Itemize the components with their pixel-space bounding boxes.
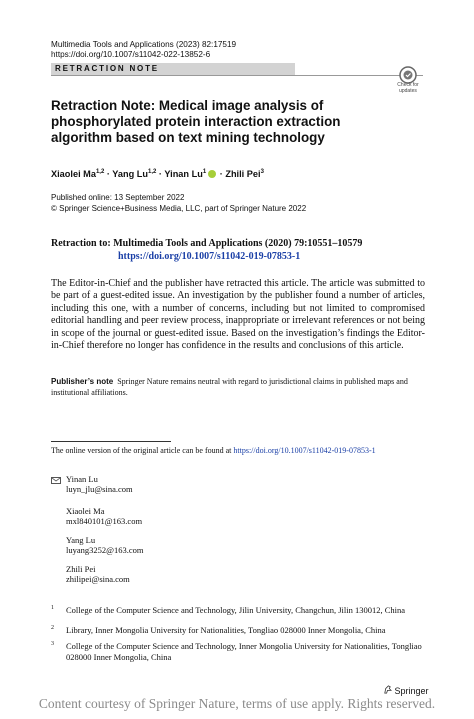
publisher-note-label: Publisher’s note: [51, 377, 114, 386]
author-separator: ·: [104, 169, 113, 180]
affiliation-text: College of the Computer Science and Technology, Jilin University, Changchun, Jilin 130012, China: [66, 605, 406, 615]
author-name: Yinan Lu: [164, 169, 203, 180]
springer-horse-icon: [383, 685, 392, 694]
affiliation-text: Library, Inner Mongolia University for Nationalities, Tongliao 028000 Inner Mongolia, China: [66, 625, 386, 635]
footnote-rule: [51, 441, 171, 442]
author-affiliation-marker: 1,2: [148, 169, 157, 175]
retraction-target: Retraction to: Multimedia Tools and Applications (2020) 79:10551–10579: [51, 238, 363, 249]
contact-name: Yang Lu: [66, 535, 96, 545]
author-affiliation-marker: 1,2: [95, 169, 105, 175]
author-name: Zhili Pei: [225, 169, 261, 180]
contact-name: Zhili Pei: [66, 564, 96, 574]
online-version-link[interactable]: https://doi.org/10.1007/s11042-019-07853-1: [233, 446, 376, 455]
author-list: [51, 166, 264, 180]
publisher-note: [51, 377, 425, 398]
affiliation-number: 3: [51, 641, 54, 647]
affiliation-number: 1: [51, 605, 54, 611]
contact-email[interactable]: luyang3252@163.com: [66, 545, 144, 555]
envelope-icon: [51, 477, 61, 484]
article-doi[interactable]: https://doi.org/10.1007/s11042-022-13852-6: [51, 50, 211, 59]
online-version-text: The online version of the original article can be found at: [51, 446, 234, 455]
courtesy-watermark: Content courtesy of Springer Nature, terms of use apply. Rights reserved.: [38, 696, 436, 711]
springer-logo: [383, 685, 429, 696]
copyright-line: © Springer Science+Business Media, LLC, part of Springer Nature 2022: [51, 204, 307, 213]
author-name: Yang Lu: [112, 169, 149, 180]
published-date: Published online: 13 September 2022: [51, 193, 185, 202]
contact-email[interactable]: luyn_jlu@sina.com: [66, 484, 133, 494]
retraction-target-doi-link[interactable]: https://doi.org/10.1007/s11042-019-07853-1: [118, 251, 301, 262]
author-name: Xiaolei Ma: [51, 169, 96, 180]
contact-name: Xiaolei Ma: [66, 506, 105, 516]
contact-name: Yinan Lu: [66, 474, 98, 484]
springer-wordmark: Springer: [394, 686, 429, 696]
contact-email[interactable]: mxl840101@163.com: [66, 516, 143, 526]
contact-email[interactable]: zhilipei@sina.com: [66, 574, 130, 584]
affiliation-text: College of the Computer Science and Technology, Inner Mongolia University for Nationalities, Tongliao 028000 Inner Mongolia, China: [66, 641, 422, 662]
article-title: Retraction Note: Medical image analysis of phosphorylated protein interaction extraction algorithm based on text mining technology: [51, 98, 341, 145]
retraction-body: The Editor-in-Chief and the publisher have retracted this article. The article was submitted to be part of a guest-edited issue. An investigation by the publisher found a number of articles, including this one, with a number of concerns, including but not limited to compromised editorial handling and peer review process, inappropriate or irrelevant references or not being in scope of the journal or guest-edited issue. Based on the investigation’s findings the Editor-in-Chief therefore no longer has confidence in the results and conclusions of this article.: [51, 278, 426, 352]
author-separator: ·: [217, 169, 226, 180]
online-version-note: [51, 446, 376, 456]
header-rule: [51, 75, 423, 76]
author-affiliation-marker: 3: [260, 169, 264, 175]
author-affiliation-marker: 1: [202, 169, 207, 175]
journal-citation: Multimedia Tools and Applications (2023) 82:17519: [51, 40, 237, 49]
author-separator: ·: [156, 169, 165, 180]
publisher-note-text: Springer Nature remains neutral with regard to jurisdictional claims in published maps and institutional affiliations.: [51, 377, 408, 397]
orcid-icon[interactable]: [208, 170, 216, 178]
section-label: RETRACTION NOTE: [55, 64, 159, 73]
check-for-updates-label[interactable]: Check for updates: [397, 82, 419, 94]
affiliation-number: 2: [51, 625, 54, 631]
